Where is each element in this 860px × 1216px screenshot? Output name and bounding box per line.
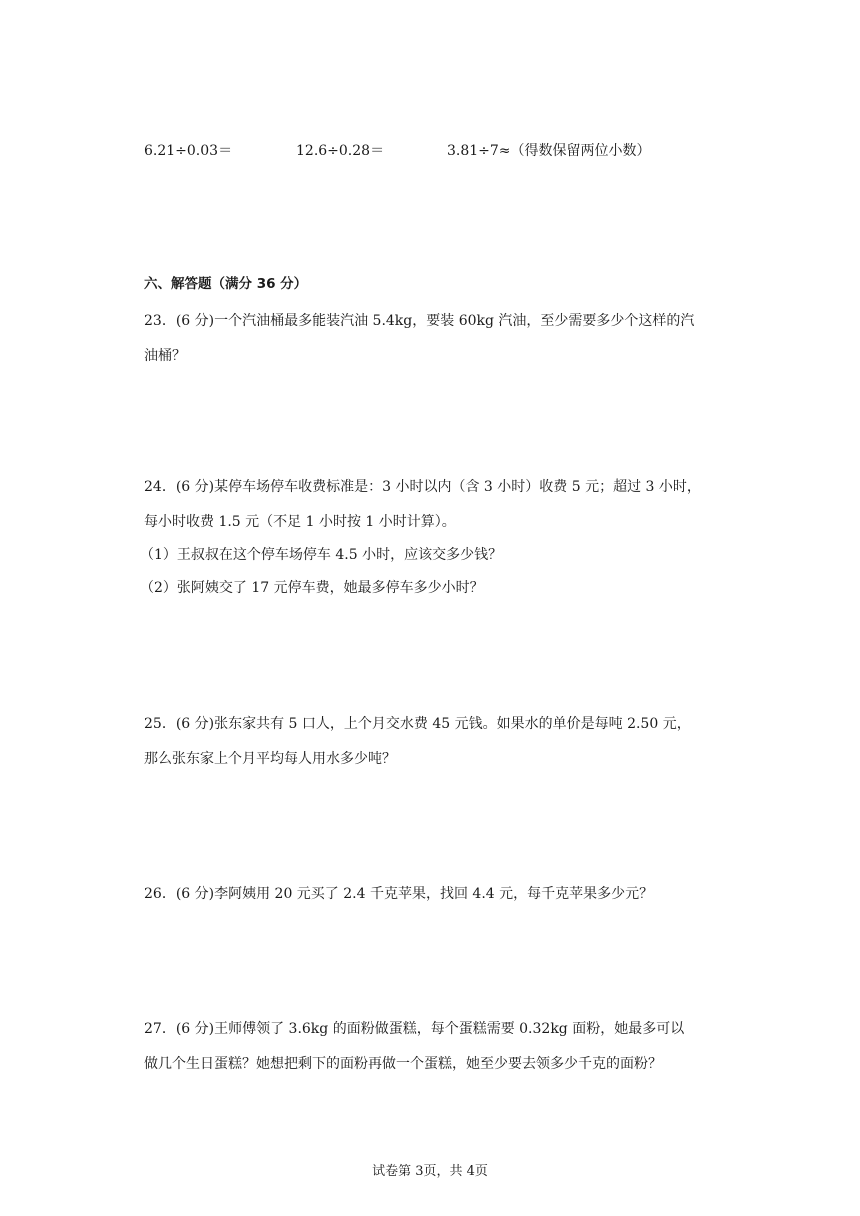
question-27-line-1: 27．(6 分)王师傅领了 3.6kg 的面粉做蛋糕，每个蛋糕需要 0.32kg 面粉，她最多可以	[144, 1021, 685, 1037]
question-24-line-1: 24．(6 分)某停车场停车收费标准是：3 小时以内（含 3 小时）收费 5 元；超过 3 小时，	[144, 479, 701, 495]
question-24-sub-2: （2）张阿姨交了 17 元停车费，她最多停车多少小时？	[140, 580, 484, 596]
question-23-line-1: 23．(6 分)一个汽油桶最多能装汽油 5.4kg，要装 60kg 汽油，至少需要多少个这样的汽	[144, 313, 695, 329]
question-24-sub-1: （1）王叔叔在这个停车场停车 4.5 小时，应该交多少钱？	[140, 547, 503, 563]
calc-item-1: 6.21÷0.03＝	[144, 143, 233, 159]
question-23-line-2: 油桶？	[144, 348, 186, 364]
question-26-line-1: 26．(6 分)李阿姨用 20 元买了 2.4 千克苹果，找回 4.4 元，每千克苹果多少元？	[144, 886, 654, 902]
question-24-line-2: 每小时收费 1.5 元（不足 1 小时按 1 小时计算）。	[144, 514, 456, 530]
page-footer: 试卷第 3页，共 4页	[372, 1164, 488, 1179]
question-25-line-2: 那么张东家上个月平均每人用水多少吨？	[144, 751, 396, 767]
question-27-line-2: 做几个生日蛋糕？她想把剩下的面粉再做一个蛋糕，她至少要去领多少千克的面粉？	[144, 1056, 662, 1072]
calc-item-3: 3.81÷7≈（得数保留两位小数）	[447, 143, 651, 159]
section-title: 六、解答题（满分 36 分）	[144, 276, 308, 292]
calc-item-2: 12.6÷0.28＝	[296, 143, 385, 159]
question-25-line-1: 25．(6 分)张东家共有 5 口人，上个月交水费 45 元钱。如果水的单价是每吨 2.50 元，	[144, 716, 691, 732]
